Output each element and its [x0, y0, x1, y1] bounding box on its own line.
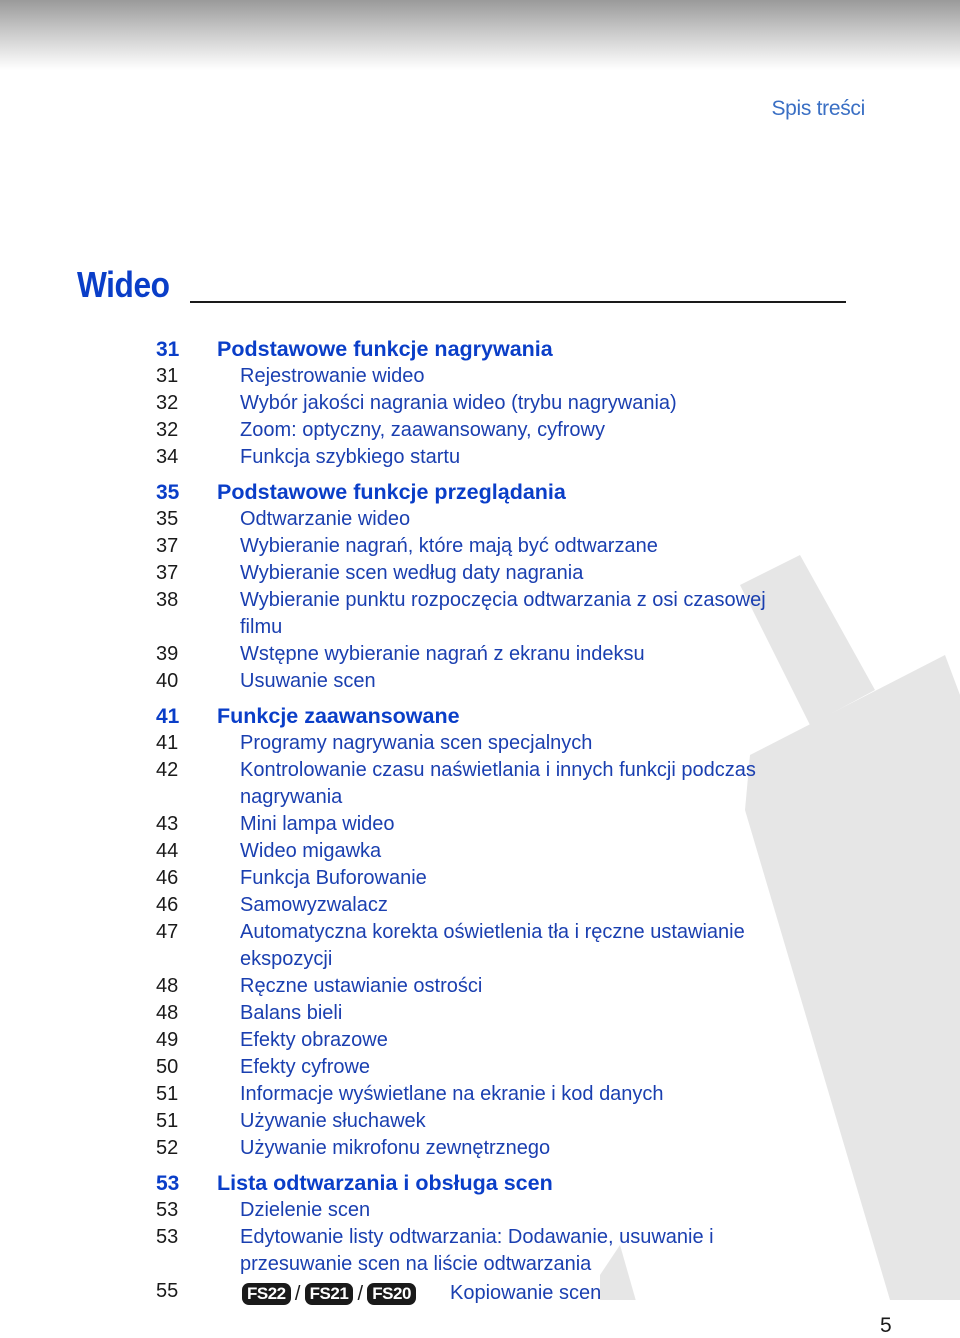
toc-page-number: 53 — [156, 1172, 180, 1195]
toc-entry-text: Efekty cyfrowe — [240, 1056, 371, 1078]
toc-entry[interactable] — [0, 811, 960, 838]
toc-entry-text: Wideo migawka — [240, 840, 382, 862]
toc-page-number: 46 — [156, 867, 179, 889]
toc-entry[interactable] — [0, 506, 960, 533]
toc-page-number: 37 — [156, 562, 179, 584]
toc-entry[interactable] — [0, 560, 960, 587]
toc-page-number: 40 — [156, 670, 179, 692]
toc-entry-text: Podstawowe funkcje nagrywania — [217, 337, 553, 361]
toc-page-number: 51 — [156, 1083, 179, 1105]
toc-entry-text: Programy nagrywania scen specjalnych — [240, 732, 593, 754]
toc-entry[interactable] — [0, 587, 960, 614]
toc-entry[interactable] — [0, 1054, 960, 1081]
toc-section-heading[interactable] — [0, 479, 960, 506]
toc-entry-text: Efekty obrazowe — [240, 1029, 388, 1051]
toc-entry-text: przesuwanie scen na liście odtwarzania — [240, 1253, 592, 1275]
model-badge-fs20: FS20 — [367, 1283, 416, 1305]
toc-entry-text: Balans bieli — [240, 1002, 343, 1024]
toc-entry[interactable] — [0, 730, 960, 757]
toc-entry[interactable] — [0, 1108, 960, 1135]
toc-entry-text: Mini lampa wideo — [240, 813, 395, 835]
toc-page-number: 55 — [156, 1280, 179, 1302]
toc-entry-text[interactable]: Kopiowanie scen — [450, 1282, 602, 1304]
toc-entry[interactable] — [0, 1251, 960, 1278]
toc-entry[interactable] — [0, 1000, 960, 1027]
toc-page-number: 51 — [156, 1110, 179, 1132]
toc-page-number: 53 — [156, 1226, 179, 1248]
toc-entry-text: Dzielenie scen — [240, 1199, 371, 1221]
toc-entry-text: Informacje wyświetlane na ekranie i kod danych — [240, 1083, 664, 1105]
toc-entry-text: Zoom: optyczny, zaawansowany, cyfrowy — [240, 419, 605, 441]
toc-entry-text: Funkcja Buforowanie — [240, 867, 427, 889]
toc-entry[interactable] — [0, 757, 960, 784]
toc-entry[interactable] — [0, 1224, 960, 1251]
model-badge-fs22: FS22 — [242, 1283, 291, 1305]
toc-entry[interactable] — [0, 838, 960, 865]
toc-page-number: 47 — [156, 921, 179, 943]
toc-entry-text: Używanie słuchawek — [240, 1110, 426, 1132]
model-badge-fs21: FS21 — [305, 1283, 354, 1305]
toc-entry-text: Wybieranie scen według daty nagrania — [240, 562, 584, 584]
toc-page-number: 38 — [156, 589, 179, 611]
toc-entry-text: Automatyczna korekta oświetlenia tła i ręczne ustawianie — [240, 921, 745, 943]
toc-page-number: 44 — [156, 840, 179, 862]
badge-separator: / — [294, 1282, 301, 1305]
toc-entry[interactable] — [0, 784, 960, 811]
section-title: Wideo — [77, 264, 170, 305]
toc-entry[interactable] — [0, 946, 960, 973]
toc-page-number: 50 — [156, 1056, 179, 1078]
toc-entry-text: filmu — [240, 616, 283, 638]
toc-entry[interactable] — [0, 444, 960, 471]
toc-entry-text: Wybieranie nagrań, które mają być odtwarzane — [240, 535, 658, 557]
toc-section-heading[interactable] — [0, 336, 960, 363]
toc-entry[interactable] — [0, 1135, 960, 1162]
toc-entry-text: Używanie mikrofonu zewnętrznego — [240, 1137, 551, 1159]
toc-entry[interactable] — [0, 417, 960, 444]
toc-page-number: 48 — [156, 1002, 179, 1024]
toc-page-number: 43 — [156, 813, 179, 835]
running-header: Spis treści — [771, 97, 865, 120]
toc-entry-text: Funkcje zaawansowane — [217, 704, 460, 728]
toc-page-number: 31 — [156, 365, 179, 387]
toc-page-number: 42 — [156, 759, 179, 781]
model-badges — [242, 1282, 416, 1306]
toc-entry-text: Rejestrowanie wideo — [240, 365, 425, 387]
toc-page-number: 41 — [156, 705, 180, 728]
toc-entry-text: Podstawowe funkcje przeglądania — [217, 480, 566, 504]
toc-page-number: 41 — [156, 732, 179, 754]
toc-entry-text: Odtwarzanie wideo — [240, 508, 411, 530]
badge-separator: / — [357, 1282, 364, 1305]
toc-section-heading[interactable] — [0, 1170, 960, 1197]
toc-entry[interactable] — [0, 1197, 960, 1224]
toc-page-number: 35 — [156, 481, 180, 504]
toc-entry[interactable] — [0, 892, 960, 919]
toc-page-number: 53 — [156, 1199, 179, 1221]
toc-page-number: 46 — [156, 894, 179, 916]
toc-entry[interactable] — [0, 668, 960, 695]
toc-entry-text: Wybór jakości nagrania wideo (trybu nagrywania) — [240, 392, 677, 414]
toc-entry-text: Wstępne wybieranie nagrań z ekranu indeksu — [240, 643, 645, 665]
toc-page-number: 48 — [156, 975, 179, 997]
toc-entry[interactable] — [0, 641, 960, 668]
toc-entry-text: Samowyzwalacz — [240, 894, 388, 916]
toc-page-number: 37 — [156, 535, 179, 557]
title-rule — [190, 301, 846, 303]
toc-entry[interactable] — [0, 390, 960, 417]
toc-entry-text: Kontrolowanie czasu naświetlania i innych funkcji podczas — [240, 759, 756, 781]
toc-entry-text: Edytowanie listy odtwarzania: Dodawanie, usuwanie i — [240, 1226, 714, 1248]
toc-entry-text: Funkcja szybkiego startu — [240, 446, 461, 468]
toc-page-number: 32 — [156, 392, 179, 414]
toc-page-number: 49 — [156, 1029, 179, 1051]
page-number: 5 — [880, 1314, 892, 1337]
toc-entry-text: Usuwanie scen — [240, 670, 376, 692]
toc-entry-text: Wybieranie punktu rozpoczęcia odtwarzania z osi czasowej — [240, 589, 766, 611]
toc-entry-text: nagrywania — [240, 786, 343, 808]
toc-page-number: 31 — [156, 338, 180, 361]
toc-entry[interactable] — [0, 919, 960, 946]
toc-page-number: 39 — [156, 643, 179, 665]
toc-entry[interactable] — [0, 1027, 960, 1054]
toc-page-number: 52 — [156, 1137, 179, 1159]
toc-entry[interactable] — [0, 363, 960, 390]
toc-entry[interactable] — [0, 614, 960, 641]
toc-page-number: 32 — [156, 419, 179, 441]
toc-entry[interactable] — [0, 973, 960, 1000]
toc-page-number: 34 — [156, 446, 179, 468]
toc-entry[interactable] — [0, 533, 960, 560]
toc-entry[interactable] — [0, 865, 960, 892]
toc-entry-text: Ręczne ustawianie ostrości — [240, 975, 483, 997]
toc-section-heading[interactable] — [0, 703, 960, 730]
top-gradient-bar — [0, 0, 960, 70]
toc-entry-text: Lista odtwarzania i obsługa scen — [217, 1171, 553, 1195]
toc-page-number: 35 — [156, 508, 179, 530]
toc-entry[interactable] — [0, 1081, 960, 1108]
toc-entry-text: ekspozycji — [240, 948, 333, 970]
